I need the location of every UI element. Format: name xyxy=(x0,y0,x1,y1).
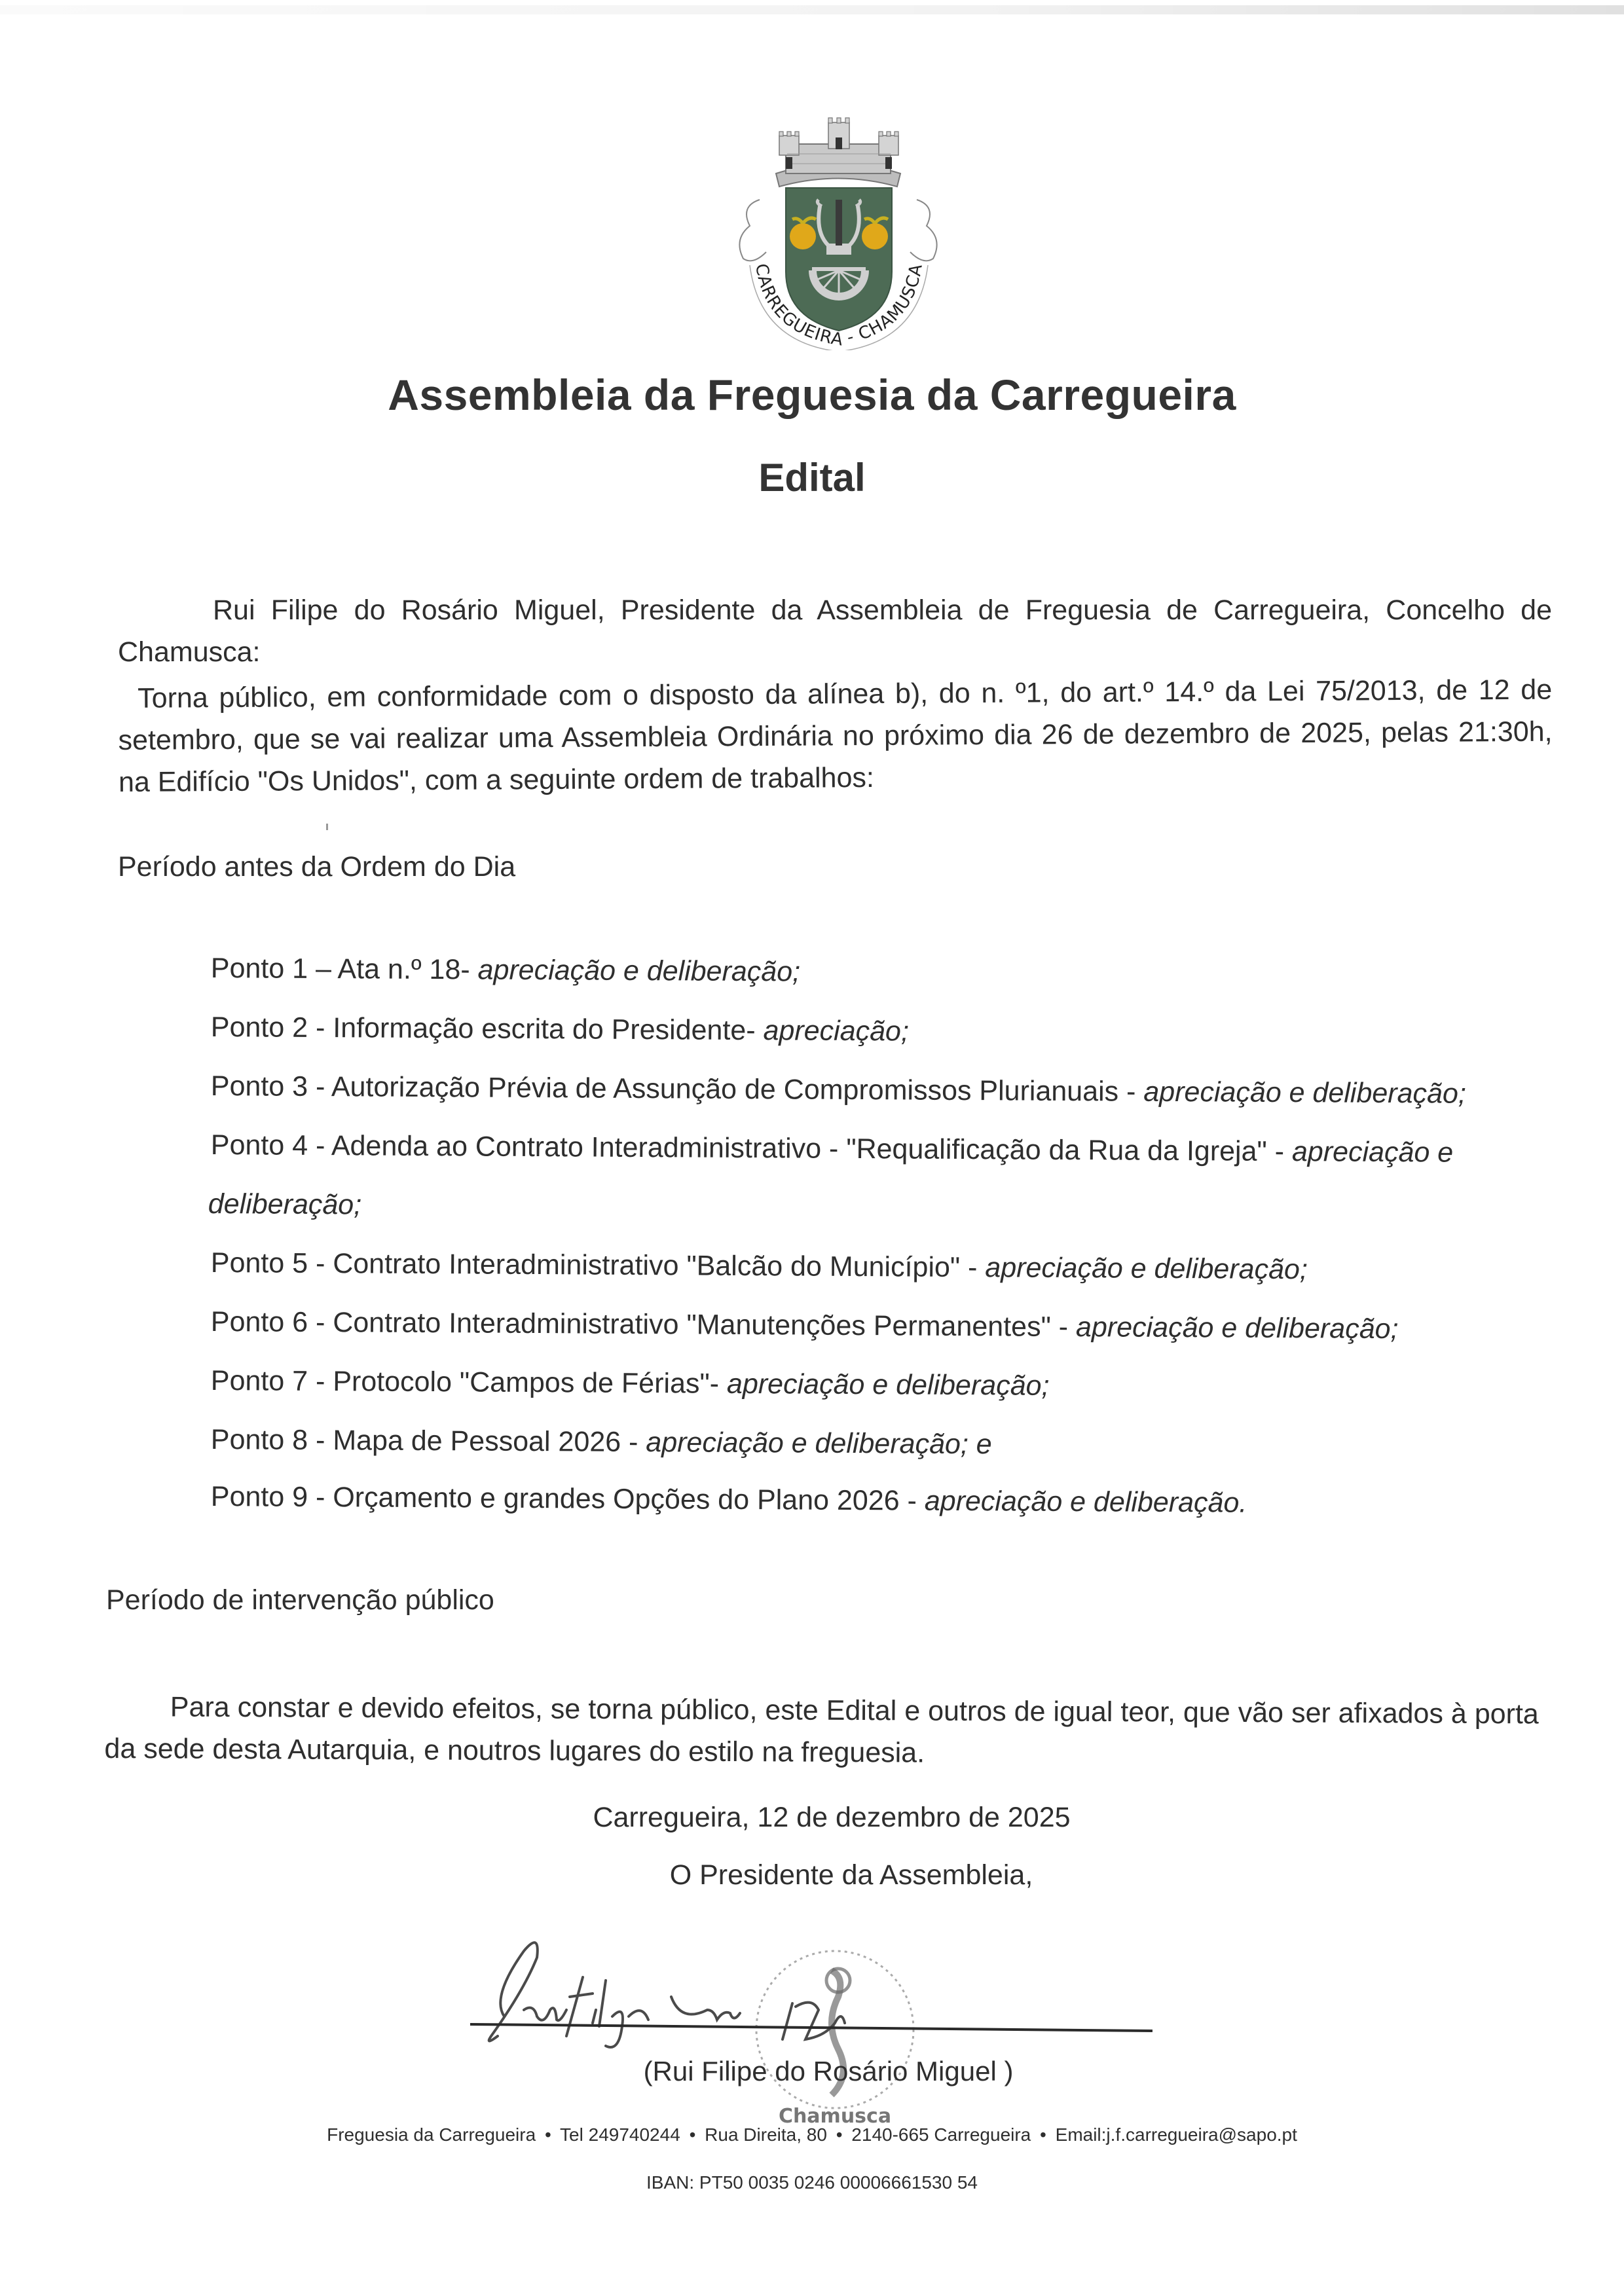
mural-crown-icon xyxy=(776,118,900,187)
footer-phone: Tel 249740244 xyxy=(560,2124,680,2145)
footer-email: Email:j.f.carregueira@sapo.pt xyxy=(1055,2124,1297,2145)
agenda-item-action: apreciação e deliberação; xyxy=(726,1368,1050,1402)
agenda-item-label: Ponto 7 - Protocolo "Campos de Férias"- xyxy=(210,1365,728,1400)
signatory-role: O Presidente da Assembleia, xyxy=(669,1859,1033,1891)
agenda-item xyxy=(211,1070,1466,1110)
agenda-item-action: deliberação; xyxy=(208,1188,362,1221)
agenda-item xyxy=(211,1011,909,1048)
scan-speck xyxy=(326,824,328,830)
public-intervention-title: Período de intervenção público xyxy=(106,1584,494,1616)
agenda-item-action: apreciação; xyxy=(763,1015,910,1048)
closing-paragraph: Para constar e devido efeitos, se torna público, este Edital e outros de igual teor, que vão ser afixados à porta da sede desta Autarquia, e noutros lugares do estilo na freguesia. xyxy=(104,1691,1539,1769)
agenda-item xyxy=(211,953,801,988)
coat-of-arms-crest xyxy=(714,108,963,350)
separator-dot: • xyxy=(1040,2124,1046,2145)
agenda-item-label: Ponto 2 - Informação escrita do Presidente- xyxy=(210,1011,764,1047)
agenda-item-label: Ponto 4 - Adenda ao Contrato Interadministrativo - "Requalificação da Rua da Igreja" - xyxy=(210,1129,1293,1168)
agenda-item-label: Ponto 1 – Ata n.º 18- xyxy=(210,953,478,986)
separator-dot: • xyxy=(689,2124,696,2145)
agenda-item-action: apreciação e deliberação; xyxy=(1143,1076,1466,1110)
announcement-paragraph: Torna público, em conformidade com o disposto da alínea b), do n. º1, do art.º 14.º da Lei 75/2013, de 12 de setembro, que se vai realizar uma Assembleia Ordinária no próximo dia 26 de dezembro de 2025, pelas 21:30h, na Edifício "Os Unidos", com a seguinte ordem de trabalhos: xyxy=(118,674,1553,798)
agenda-item xyxy=(211,1247,1308,1286)
place-and-date: Carregueira, 12 de dezembro de 2025 xyxy=(593,1802,1071,1833)
signatory-name: (Rui Filipe do Rosário Miguel ) xyxy=(643,2056,1014,2086)
stamp-text: Chamusca xyxy=(778,2105,892,2128)
footer-iban: IBAN: PT50 0035 0246 00006661530 54 xyxy=(646,2172,978,2193)
agenda-item-label: Ponto 8 - Mapa de Pessoal 2026 - xyxy=(210,1424,646,1459)
agenda-item-action: apreciação e deliberação; xyxy=(985,1252,1308,1286)
separator-dot: • xyxy=(544,2124,551,2145)
separator-dot: • xyxy=(836,2124,843,2145)
agenda-item xyxy=(211,1129,1454,1169)
footer-address: Rua Direita, 80 xyxy=(705,2124,827,2145)
crest-motto: CARREGUEIRA - CHAMUSCA xyxy=(751,262,927,350)
crest-graphic xyxy=(714,108,963,350)
agenda-item-label: Ponto 9 - Orçamento e grandes Opções do Plano 2026 - xyxy=(210,1481,925,1517)
agenda-item xyxy=(211,1365,1050,1402)
agenda-item xyxy=(211,1424,992,1461)
agenda-item xyxy=(211,1306,1399,1345)
agenda-item-action: apreciação e deliberação; xyxy=(1075,1311,1399,1345)
document-subtitle: Edital xyxy=(758,456,866,500)
agenda-item-label: Ponto 3 - Autorização Prévia de Assunção de Compromissos Plurianuais - xyxy=(210,1070,1144,1108)
footer-contact xyxy=(0,2124,1624,2145)
scan-edge-shadow xyxy=(0,5,1624,14)
document-title: Assembleia da Freguesia da Carregueira xyxy=(388,371,1236,419)
agenda-item-label: Ponto 5 - Contrato Interadministrativo "Balcão do Município" - xyxy=(210,1247,986,1284)
agenda-item-label: Ponto 6 - Contrato Interadministrativo "Manutenções Permanentes" - xyxy=(210,1306,1077,1343)
footer-postal: 2140-665 Carregueira xyxy=(851,2124,1031,2145)
agenda-item-action: apreciação e xyxy=(1291,1136,1454,1169)
footer-org: Freguesia da Carregueira xyxy=(327,2124,536,2145)
agenda-item-action: apreciação e deliberação; xyxy=(477,954,801,988)
agenda-item-action: apreciação e deliberação; e xyxy=(646,1427,992,1461)
agenda-item xyxy=(211,1481,1247,1520)
agenda-item-continuation xyxy=(208,1188,362,1221)
agenda-section-title: Período antes da Ordem do Dia xyxy=(118,851,516,883)
agenda-item-action: apreciação e deliberação. xyxy=(924,1485,1247,1519)
intro-paragraph: Rui Filipe do Rosário Miguel, Presidente da Assembleia de Freguesia de Carregueira, Concelho de Chamusca: xyxy=(118,594,1552,668)
